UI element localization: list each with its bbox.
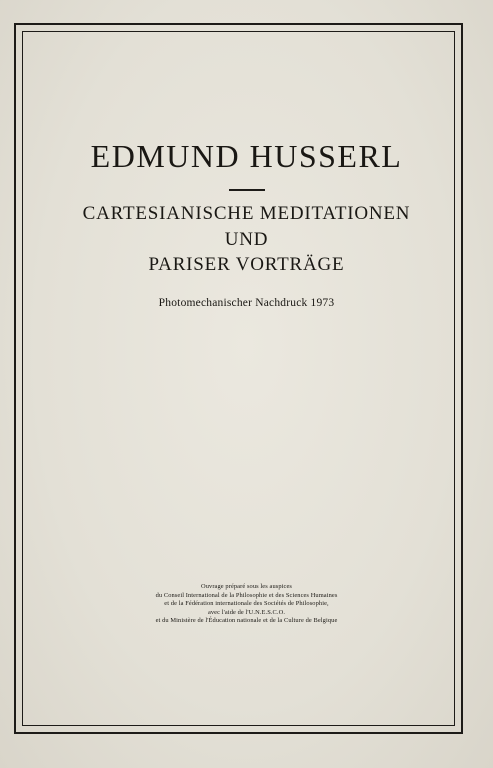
author-name: EDMUND HUSSERL <box>90 138 403 174</box>
title-line-1: CARTESIANISCHE MEDITATIONEN <box>82 203 411 224</box>
reprint-note: Photomechanischer Nachdruck 1973 <box>158 297 335 309</box>
publication-note-line: avec l'aide de l'U.N.E.S.C.O. <box>207 608 286 616</box>
title-divider <box>229 189 265 191</box>
title-line-2: UND <box>224 229 269 250</box>
publication-note-line: et du Ministère de l'Éducation nationale et de la Culture de Belgique <box>155 617 338 625</box>
publication-note <box>0 583 493 626</box>
title-line-3: PARISER VORTRÄGE <box>148 254 345 275</box>
publication-note-line: et de la Fédération internationale des Sociétés de Philosophie, <box>164 600 329 608</box>
publication-note-line: Ouvrage préparé sous les auspices <box>201 583 292 590</box>
publication-note-line: du Conseil International de la Philosophie et des Sciences Humaines <box>155 591 338 599</box>
